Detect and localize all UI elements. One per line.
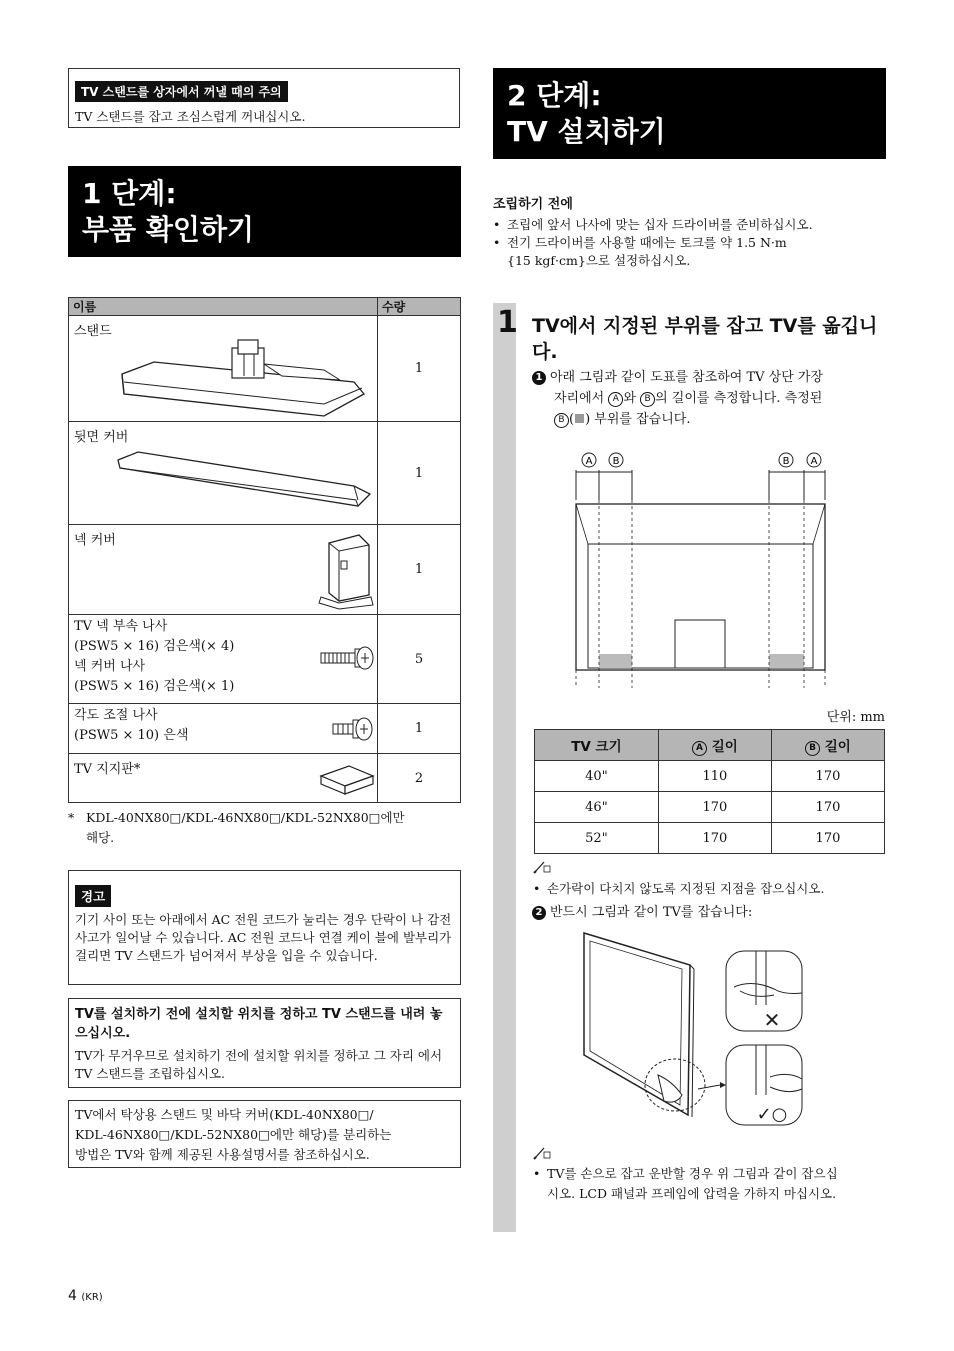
table-row <box>69 615 461 704</box>
label-b-symbol: B <box>805 741 820 756</box>
step-number: 1 <box>497 305 518 340</box>
table-row <box>535 761 885 792</box>
wrong-mark-icon: ✕ <box>763 1008 781 1032</box>
part-qty-screws: 5 <box>378 615 461 704</box>
warning-text: 기기 사이 또는 아래에서 AC 전원 코드가 눌리는 경우 단락이 나 감전 사고가 일어날 수 있습니다. AC 전원 코드나 연결 케이 블에 발부리가 걸리면 TV 스탠드가 넘어져서 부상을 입을 수 있습니다. <box>75 912 452 963</box>
part-spec-neck-cover-screw: (PSW5 × 16) 검은색(× 1) <box>74 679 235 694</box>
placement-box <box>68 998 461 1088</box>
step-title: TV에서 지정된 부위를 잡고 TV를 옮깁니다. <box>532 315 878 363</box>
tv-holding-illustration <box>570 925 832 1135</box>
size-cell: 110 <box>658 761 771 792</box>
step2-banner <box>493 68 886 159</box>
note-list-1 <box>533 880 888 898</box>
table-row <box>69 704 461 754</box>
sub-step-1-text-b: 와 <box>623 391 636 406</box>
note-pencil-icon <box>533 860 551 874</box>
size-cell: 170 <box>771 792 884 823</box>
size-cell: 170 <box>771 823 884 854</box>
note2-line1: TV를 손으로 잡고 운반할 경우 위 그림과 같이 잡으십 <box>547 1166 838 1181</box>
table-row <box>535 823 885 854</box>
size-header-a-text: 길이 <box>711 738 738 755</box>
footnote-mark: * <box>68 810 75 825</box>
note-pencil-icon <box>533 1146 551 1160</box>
diagram-label-a-right: A <box>810 456 818 467</box>
warning-box <box>68 870 461 985</box>
part-spec-angle-screw: (PSW5 × 10) 은색 <box>74 728 189 743</box>
size-header-a <box>658 730 771 761</box>
long-screw-illustration <box>319 645 375 671</box>
note-list-2 <box>533 1164 888 1204</box>
diagram-label-b-left: B <box>612 456 620 467</box>
part-name-stand: 스탠드 <box>74 324 112 339</box>
sub-step-1: 1 아래 그림과 같이 도표를 참조하여 TV 상단 가장 자리에서 A 와 B 의 길이를 측정합니다. 측정된 B ( ) 부위를 잡습니다. <box>532 367 888 430</box>
removal-line1: TV에서 탁상용 스탠드 및 바닥 커버(KDL-40NX80□/ <box>75 1107 374 1122</box>
step-side-bar <box>493 303 516 1232</box>
back-cover-illustration <box>114 446 376 512</box>
parts-header-name: 이름 <box>69 298 378 316</box>
list-item: • 조립에 앞서 나사에 맞는 십자 드라이버를 준비하십시오. <box>493 216 885 234</box>
label-b-symbol: B <box>554 413 569 428</box>
short-screw-illustration <box>331 716 375 742</box>
caution-box <box>68 68 460 128</box>
table-row <box>69 422 461 525</box>
list-item: • 손가락이 다치지 않도록 지정된 지점을 잡으십시오. <box>533 880 888 898</box>
page-number-value: 4 <box>68 1288 77 1304</box>
support-plate-illustration <box>319 762 375 796</box>
table-row <box>535 792 885 823</box>
tv-measure-diagram <box>570 448 832 690</box>
caution-text: TV 스탠드를 잡고 조심스럽게 꺼내십시오. <box>75 109 306 124</box>
step1-banner <box>68 166 461 257</box>
list-item <box>493 234 885 270</box>
neck-cover-illustration <box>315 529 375 611</box>
part-qty-support-plate: 2 <box>378 754 461 803</box>
size-cell: 40" <box>535 761 659 792</box>
stand-illustration <box>114 336 376 420</box>
sub-step-1-marker: 1 <box>532 371 546 385</box>
placement-text: TV가 무거우므로 설치하기 전에 설치할 위치를 정하고 그 자리 에서 TV 스탠드를 조립하십시오. <box>75 1048 443 1081</box>
page-number-suffix: (KR) <box>81 1292 103 1303</box>
sub-step-2-marker: 2 <box>532 906 546 920</box>
part-name-support-plate: TV 지지판* <box>74 762 141 777</box>
footnote-line1: KDL-40NX80□/KDL-46NX80□/KDL-52NX80□에만 <box>86 810 405 825</box>
size-cell: 170 <box>771 761 884 792</box>
part-name-back-cover: 뒷면 커버 <box>74 430 129 445</box>
size-header-b <box>771 730 884 761</box>
diagram-label-a-left: A <box>585 456 593 467</box>
part-spec-neck-screw: (PSW5 × 16) 검은색(× 4) <box>74 639 235 654</box>
sub-step-1-line1: 아래 그림과 같이 도표를 참조하여 TV 상단 가장 <box>550 370 824 385</box>
sub-step-1-line3: ) 부위를 잡습니다. <box>585 412 691 427</box>
sub-step-1-text-c: 의 길이를 측정합니다. 측정된 <box>655 391 823 406</box>
part-qty-back-cover: 1 <box>378 422 461 525</box>
size-cell: 52" <box>535 823 659 854</box>
placement-heading: TV를 설치하기 전에 설치할 위치를 정하고 TV 스탠드를 내려 놓으십시오. <box>75 1007 443 1041</box>
before-assembly-list <box>493 216 885 270</box>
label-a-symbol: A <box>692 741 707 756</box>
step2-banner-line1: 2 단계: <box>507 79 602 112</box>
parts-header-qty: 수량 <box>378 298 461 316</box>
table-row <box>69 316 461 422</box>
note2-line2: 시오. LCD 패널과 프레임에 압력을 가하지 마십시오. <box>547 1186 837 1201</box>
list-item-text: 전기 드라이버를 사용할 때에는 토크를 약 1.5 N·m <box>507 235 787 250</box>
table-row <box>69 754 461 803</box>
before-assembly-title: 조립하기 전에 <box>493 197 573 212</box>
warning-heading: 경고 <box>75 885 111 907</box>
step2-banner-line2: TV 설치하기 <box>507 115 666 148</box>
caution-heading: TV 스탠드를 상자에서 꺼낼 때의 주의 <box>75 81 288 102</box>
label-b-symbol: B <box>640 392 655 407</box>
sub-step-2 <box>532 901 752 920</box>
size-header-tv: TV 크기 <box>535 730 659 761</box>
correct-mark-icon: ✓○ <box>756 1104 788 1125</box>
part-qty-stand: 1 <box>378 316 461 422</box>
step1-banner-line2: 부품 확인하기 <box>82 213 255 246</box>
removal-line3: 방법은 TV와 함께 제공된 사용설명서를 참조하십시오. <box>75 1147 370 1162</box>
table-row <box>69 525 461 615</box>
unit-label: 단위: mm <box>826 710 885 725</box>
part-name-neck-screw: TV 넥 부속 나사 <box>74 619 168 634</box>
list-item <box>533 1164 888 1204</box>
parts-table <box>68 297 461 803</box>
label-a-symbol: A <box>608 392 623 407</box>
sub-step-2-text: 반드시 그림과 같이 TV를 잡습니다: <box>550 905 753 920</box>
sub-step-1-text-a: 자리에서 <box>554 391 605 406</box>
size-cell: 170 <box>658 823 771 854</box>
part-name-neck-cover: 넥 커버 <box>74 533 116 548</box>
removal-box <box>68 1100 461 1168</box>
part-name-neck-cover-screw: 넥 커버 나사 <box>74 659 146 674</box>
list-item-cont: {15 kgf·cm}으로 설정하십시오. <box>507 253 691 268</box>
size-cell: 170 <box>658 792 771 823</box>
part-qty-neck-cover: 1 <box>378 525 461 615</box>
size-cell: 46" <box>535 792 659 823</box>
part-qty-angle-screw: 1 <box>378 704 461 754</box>
footnote-line2: 해당. <box>86 830 115 845</box>
diagram-label-b-right: B <box>782 456 790 467</box>
part-name-angle-screw: 각도 조절 나사 <box>74 708 158 723</box>
gray-square-icon <box>575 414 584 423</box>
size-table <box>534 729 885 854</box>
footnote <box>68 808 460 848</box>
removal-line2: KDL-46NX80□/KDL-52NX80□에만 해당)를 분리하는 <box>75 1127 392 1142</box>
size-header-b-text: 길이 <box>824 738 851 755</box>
page-number <box>68 1288 103 1304</box>
step1-banner-line1: 1 단계: <box>82 177 177 210</box>
